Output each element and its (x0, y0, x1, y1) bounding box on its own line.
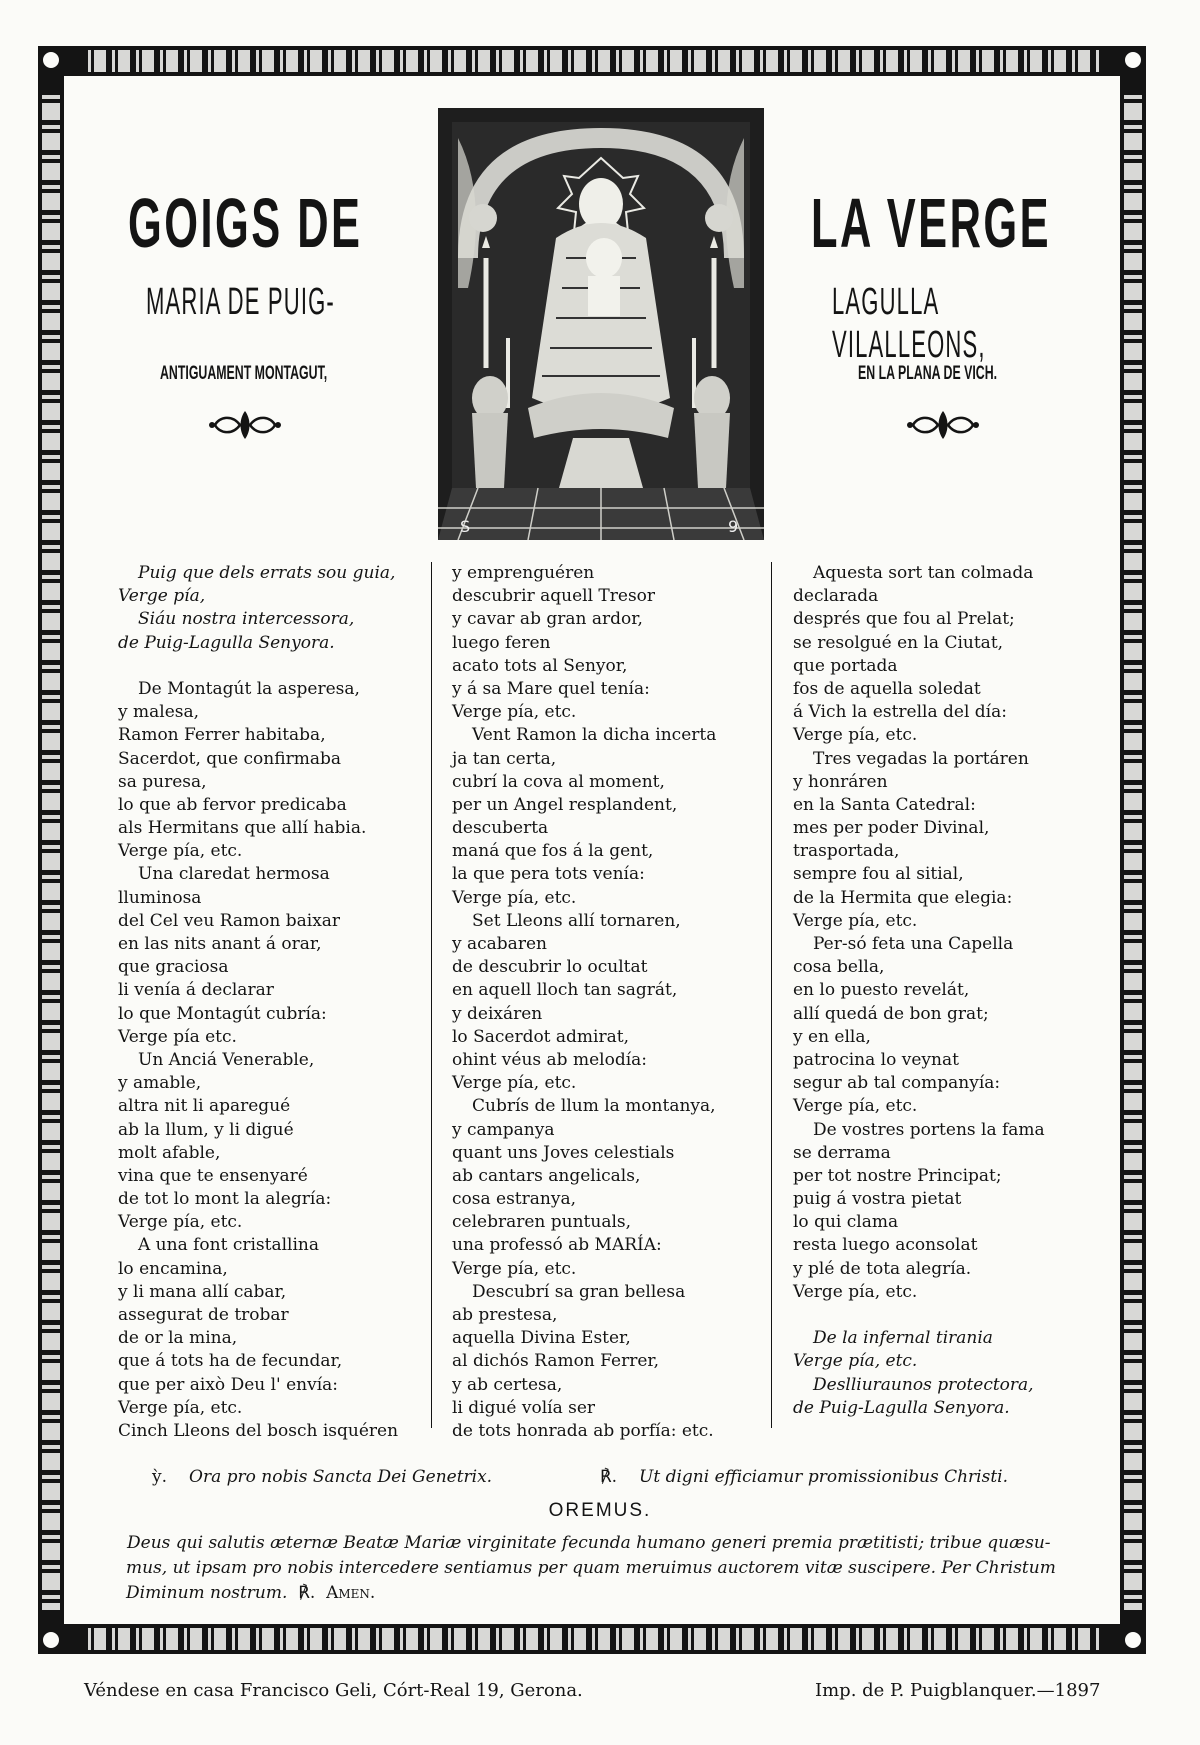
oremus-heading: OREMUS. (548, 1500, 652, 1521)
verse-line: ab cantars angelicals, (452, 1165, 641, 1186)
verse-line: Siáu nostra intercessora, (138, 609, 355, 630)
virgin-woodcut-image (438, 108, 764, 540)
amen: Amen. (326, 1583, 376, 1603)
verse-line: Cinch Lleons del bosch isquéren (118, 1420, 399, 1441)
versicle-text: Ora pro nobis Sancta Dei Genetrix. (189, 1467, 493, 1487)
border-band-top (82, 50, 1102, 72)
verse-line: Set Lleons allí tornaren, (472, 910, 681, 931)
border-band-bottom (82, 1628, 1102, 1650)
verse-line: en la Santa Catedral: (793, 794, 976, 815)
verse-line: se derrama (793, 1142, 891, 1163)
verse-line: Cubrís de llum la montanya, (472, 1096, 716, 1117)
printer-imprint: Imp. de P. Puigblanquer.—1897 (815, 1680, 1101, 1701)
verse-line: Verge pía, etc. (793, 1281, 918, 1302)
verse-line: lo que Montagút cubría: (118, 1003, 327, 1024)
verse-line: y campanya (452, 1119, 555, 1140)
verse-line: De Montagút la asperesa, (138, 678, 360, 699)
border-band-right (1124, 90, 1142, 1610)
verse-line: ohint véus ab melodía: (452, 1049, 648, 1070)
verse-line: sa puresa, (118, 771, 207, 792)
fleuron-ornament-icon (906, 408, 980, 442)
verse-line: que per això Deu l' envía: (118, 1374, 339, 1395)
verse-line: Vent Ramon la dicha incerta (472, 725, 717, 746)
prayer-line-final (126, 1581, 1092, 1606)
verse-line: descubrir aquell Tresor (452, 586, 656, 607)
verse-line: se resolgué en la Ciutat, (793, 632, 1004, 653)
verse-line: De vostres portens la fama (813, 1119, 1045, 1140)
verse-line: aquella Divina Ester, (452, 1328, 631, 1349)
publisher-address: Véndese en casa Francisco Geli, Córt-Real 19, Gerona. (84, 1680, 583, 1701)
response-symbol: ℟. (600, 1467, 618, 1487)
verse-line: y ab certesa, (452, 1374, 563, 1395)
verse-line: de descubrir lo ocultat (452, 957, 648, 978)
verse-line: Verge pía, etc. (793, 1096, 918, 1117)
verse-line: trasportada, (793, 841, 900, 862)
verse-line: en las nits anant á orar, (118, 934, 322, 954)
response-symbol: ℟. (298, 1583, 316, 1603)
verse-line: de tots honrada ab porfía: etc. (452, 1420, 714, 1441)
verse-line: Verge pía, (118, 586, 206, 607)
verse-line: ab prestesa, (452, 1305, 558, 1325)
verse-line: de Puig-Lagulla Senyora. (118, 632, 335, 653)
verse-line: maná que fos á la gent, (452, 841, 654, 862)
verse-line: Verge pía, etc. (452, 887, 577, 908)
verse-line: lo Sacerdot admirat, (452, 1026, 629, 1047)
verse-line: resta luego aconsolat (793, 1235, 978, 1256)
verse-line: sempre fou al sitial, (793, 864, 964, 885)
verse-line: á Vich la estrella del día: (793, 702, 1007, 723)
verse-line: als Hermitans que allí habia. (118, 818, 367, 839)
verse-line: Verge pía, etc. (118, 1212, 243, 1233)
column-divider (431, 562, 432, 1428)
verse-line: y plé de tota alegría. (793, 1258, 972, 1279)
verse-line: luego feren (452, 632, 551, 653)
verse-line: cosa bella, (793, 957, 885, 978)
verse-line: Verge pía, etc. (793, 725, 918, 746)
verse-line: y malesa, (118, 702, 200, 723)
verse-line: de Puig-Lagulla Senyora. (793, 1397, 1010, 1418)
verse-line: de or la mina, (118, 1328, 238, 1349)
verse-line: Verge pía etc. (118, 1026, 237, 1047)
border-band-left (42, 90, 60, 1610)
verse-column-2 (452, 562, 752, 1443)
verse-line: lo que ab fervor predicaba (118, 794, 347, 815)
verse-line: acato tots al Senyor, (452, 655, 628, 676)
column-divider (771, 562, 772, 1428)
fleuron-ornament-icon (208, 408, 282, 442)
verse-line: Verge pía, etc. (118, 1397, 243, 1418)
corner-rosette-icon (1122, 49, 1144, 71)
caption-right: EN LA PLANA DE VICH. (858, 363, 998, 384)
versicle (152, 1467, 492, 1487)
verse-line: Deslliuraunos protectora, (813, 1374, 1034, 1395)
verse-line: A una font cristallina (138, 1235, 319, 1256)
verse-line: Ramon Ferrer habitaba, (118, 725, 326, 746)
prayer-line: Deus qui salutis æternæ Beatæ Mariæ virginitate fecunda humano generi premia prætitisti; tribue quæsu- (127, 1533, 1051, 1553)
response-text: Ut digni efficiamur promissionibus Christi. (639, 1467, 1009, 1487)
image-corner-letter: S (460, 517, 471, 536)
verse-line: Un Anciá Venerable, (138, 1049, 315, 1070)
verse-line: una professó ab MARÍA: (452, 1235, 662, 1256)
verse-line: cosa estranya, (452, 1189, 576, 1210)
verse-line: patrocina lo veynat (793, 1049, 959, 1070)
image-corner-number: 9 (728, 517, 739, 536)
corner-rosette-icon (1122, 1629, 1144, 1651)
verse-line: ja tan certa, (452, 748, 557, 769)
verse-line: per tot nostre Principat; (793, 1165, 1002, 1186)
verse-line (118, 655, 418, 678)
verse-line: Verge pía, etc. (793, 910, 918, 931)
verse-line: allí quedá de bon grat; (793, 1003, 989, 1024)
subtitle-left: MARIA DE PUIG- (146, 281, 335, 323)
verse-line: y li mana allí cabar, (118, 1281, 287, 1302)
verse-line: lo encamina, (118, 1258, 228, 1279)
verse-line: fos de aquella soledat (793, 678, 981, 699)
verse-line: de tot lo mont la alegría: (118, 1189, 332, 1210)
verse-line: y amable, (118, 1073, 202, 1094)
verse-line: en aquell lloch tan sagrát, (452, 980, 678, 1001)
verse-line: Una claredat hermosa (138, 864, 330, 885)
verse-line: en lo puesto revelát, (793, 980, 970, 1001)
verse-line: Aquesta sort tan colmada (813, 563, 1034, 583)
verse-line: Verge pía, etc. (452, 1073, 577, 1094)
verse-line: Per-só feta una Capella (813, 934, 1014, 954)
verse-line: Descubrí sa gran bellesa (472, 1281, 686, 1302)
prayer-line: mus, ut ipsam pro nobis intercedere sentiamus per quam meruimus auctorem vitæ suscipere. Per Christum (126, 1558, 1056, 1578)
corner-rosette-icon (40, 1629, 62, 1651)
verse-line: Verge pía, etc. (118, 841, 243, 862)
prayer-line: Diminum nostrum. (126, 1583, 288, 1603)
title-right-big: LA VERGE (811, 184, 1052, 262)
verse-line: lo qui clama (793, 1212, 899, 1233)
verse-line: De la infernal tirania (813, 1328, 993, 1349)
verse-line: altra nit li aparegué (118, 1096, 291, 1117)
verse-line: declarada (793, 586, 879, 607)
verse-line: assegurat de trobar (118, 1305, 289, 1325)
verse-line: segur ab tal companyía: (793, 1073, 1001, 1094)
verse-line: y á sa Mare quel tenía: (452, 678, 650, 699)
response (600, 1467, 1008, 1487)
verse-line: mes per poder Divinal, (793, 818, 990, 839)
verse-line: celebraren puntuals, (452, 1212, 632, 1233)
verse-column-1 (118, 562, 418, 1443)
verse-line: cubrí la cova al moment, (452, 771, 665, 792)
corner-rosette-icon (40, 49, 62, 71)
verse-line: per un Angel resplandent, (452, 794, 678, 815)
verse-line: al dichós Ramon Ferrer, (452, 1351, 660, 1372)
prayer-text (126, 1531, 1092, 1606)
verse-line: la que pera tots venía: (452, 864, 645, 885)
verse-line (793, 1304, 1093, 1327)
verse-line: puig á vostra pietat (793, 1189, 962, 1210)
verse-line: lluminosa (118, 887, 202, 908)
verse-line: Verge pía, etc. (793, 1351, 918, 1372)
verse-line: y deixáren (452, 1003, 543, 1024)
verse-line: ab la llum, y li digué (118, 1119, 294, 1140)
verse-line: li digué volía ser (452, 1397, 596, 1418)
verse-line: y acabaren (452, 934, 547, 954)
verse-line: del Cel veu Ramon baixar (118, 910, 341, 931)
verse-line: de la Hermita que elegia: (793, 887, 1013, 908)
verse-line: Puig que dels errats sou guia, (138, 563, 396, 583)
verse-line: després que fou al Prelat; (793, 609, 1015, 630)
subtitle-right: LAGULLA VILALLEONS, (832, 281, 986, 366)
verse-line: que á tots ha de fecundar, (118, 1351, 343, 1372)
verse-line: Verge pía, etc. (452, 702, 577, 723)
caption-left: ANTIGUAMENT MONTAGUT, (160, 363, 328, 384)
verse-line: Verge pía, etc. (452, 1258, 577, 1279)
verse-line: que graciosa (118, 957, 229, 978)
verse-line: li venía á declarar (118, 980, 274, 1001)
verse-line: quant uns Joves celestials (452, 1142, 675, 1163)
verse-line: y en ella, (793, 1026, 871, 1047)
verse-line: que portada (793, 655, 898, 676)
verse-line: vina que te ensenyaré (118, 1165, 308, 1186)
verse-line: molt afable, (118, 1142, 221, 1163)
verse-line: y cavar ab gran ardor, (452, 609, 643, 630)
verse-line: descuberta (452, 818, 549, 839)
verse-line: Tres vegadas la portáren (813, 748, 1029, 769)
verse-line: Sacerdot, que confirmaba (118, 748, 341, 769)
verse-column-3 (793, 562, 1093, 1420)
verse-line: y emprenguéren (452, 563, 595, 583)
versicle-symbol: ỳ. (152, 1467, 168, 1487)
verse-line: y honráren (793, 771, 888, 792)
title-left-big: GOIGS DE (128, 184, 363, 262)
